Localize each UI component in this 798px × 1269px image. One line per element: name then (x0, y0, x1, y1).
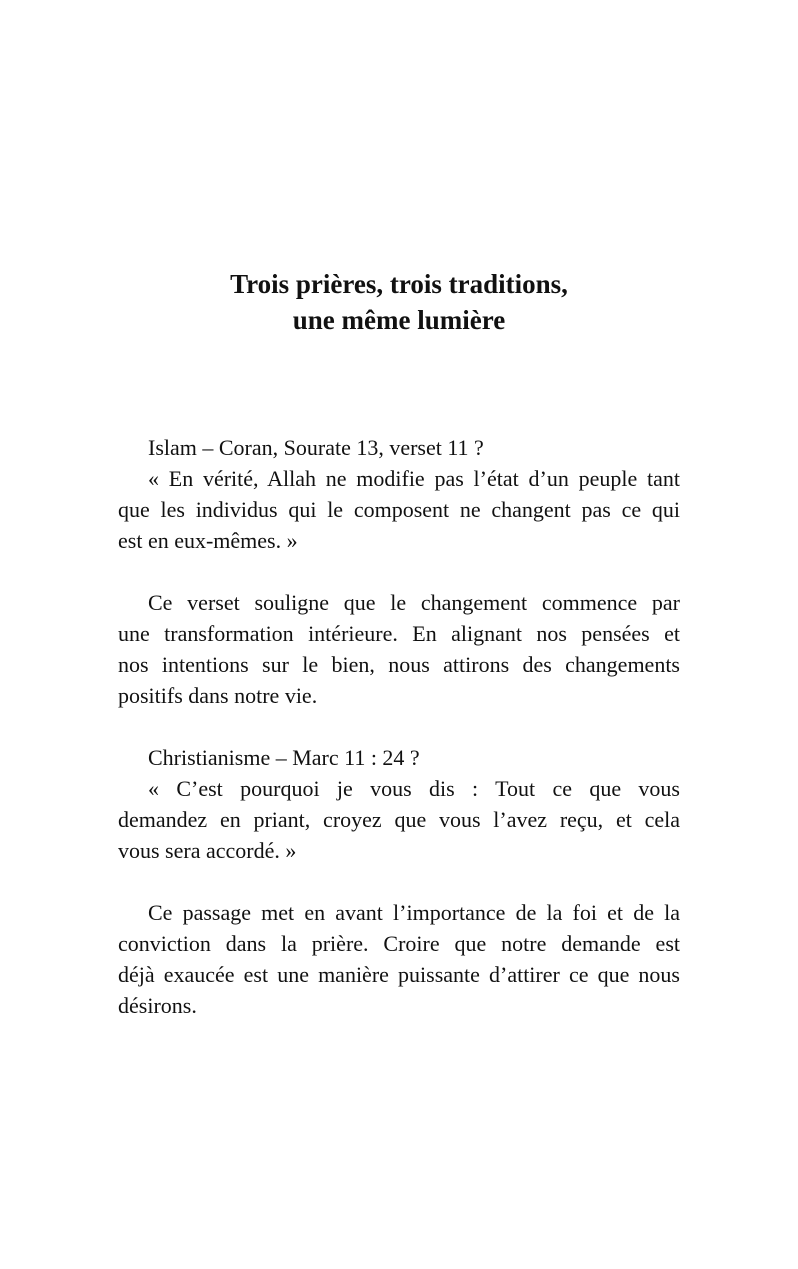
islam-commentary (118, 587, 680, 711)
islam-comment-line-3: nos intentions sur le bien, nous attirons des changements (118, 652, 680, 677)
title-line-1: Trois prières, trois traditions, (230, 269, 568, 299)
paragraph-gap (118, 866, 680, 897)
title-line-2: une même lumière (292, 305, 506, 335)
christianisme-commentary (118, 897, 680, 1021)
islam-comment-line-1: Ce verset souligne que le changement commence par (148, 590, 680, 615)
christianisme-comment-line-2: conviction dans la prière. Croire que notre demande est (118, 931, 680, 956)
islam-quote-line-2: que les individus qui le composent ne changent pas ce qui (118, 497, 680, 522)
islam-comment-line-2: une transformation intérieure. En alignant nos pensées et (118, 621, 680, 646)
christianisme-heading: Christianisme – Marc 11 : 24 ? (148, 745, 420, 770)
islam-quote-line-1: « En vérité, Allah ne modifie pas l’état d’un peuple tant (148, 466, 680, 491)
page-title (0, 266, 798, 338)
islam-quote-line-3: est en eux-mêmes. » (118, 528, 298, 553)
islam-section (118, 432, 680, 556)
christianisme-section (118, 742, 680, 866)
islam-heading: Islam – Coran, Sourate 13, verset 11 ? (148, 435, 484, 460)
paragraph-gap (118, 711, 680, 742)
islam-comment-line-4: positifs dans notre vie. (118, 683, 318, 708)
paragraph-gap (118, 556, 680, 587)
body-text (118, 432, 680, 1021)
christianisme-comment-line-3: déjà exaucée est une manière puissante d’attirer ce que nous (118, 962, 680, 987)
christianisme-comment-line-1: Ce passage met en avant l’importance de la foi et de la (148, 900, 680, 925)
christianisme-quote-line-1: « C’est pourquoi je vous dis : Tout ce que vous (148, 776, 680, 801)
christianisme-quote-line-3: vous sera accordé. » (118, 838, 297, 863)
christianisme-quote-line-2: demandez en priant, croyez que vous l’avez reçu, et cela (118, 807, 680, 832)
christianisme-comment-line-4: désirons. (118, 993, 197, 1018)
